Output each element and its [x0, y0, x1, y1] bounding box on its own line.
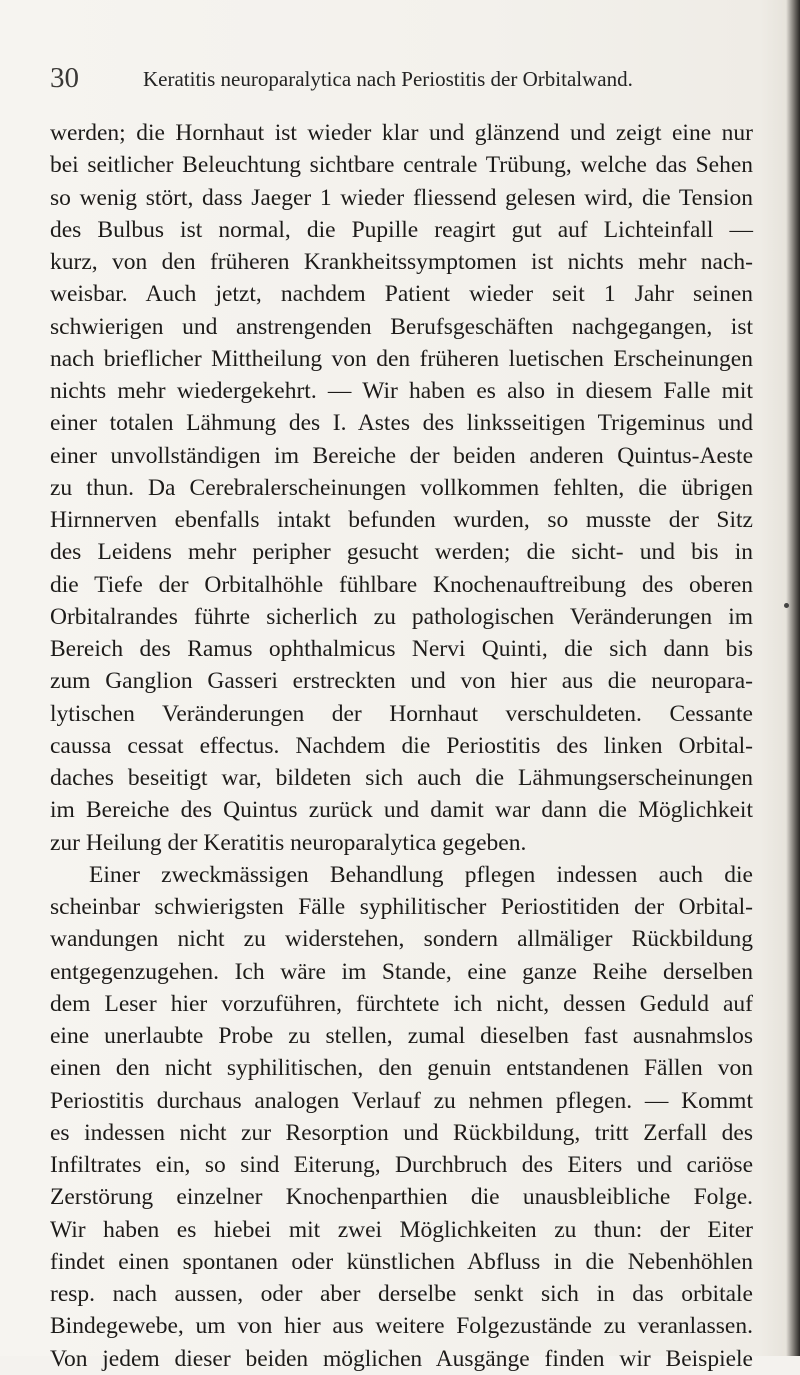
- page-number: 30: [50, 62, 79, 94]
- text-line: zur Heilung der Keratitis neuroparalytica gegeben.: [50, 829, 527, 856]
- page-edge-shadow: [786, 0, 800, 1356]
- text-line: Von jedem dieser beiden möglichen Ausgänge finden wir Beispiele: [50, 1345, 753, 1372]
- text-line: zum Ganglion Gasseri erstreckten und von hier aus die neuropara-: [50, 668, 753, 695]
- text-line: Bereich des Ramus ophthalmicus Nervi Quinti, die sich dann bis: [50, 636, 753, 662]
- text-line: Infiltrates ein, so sind Eiterung, Durchbruch des Eiters und cariöse: [50, 1152, 753, 1178]
- text-line: die Tiefe der Orbitalhöhle fühlbare Knochenauftreibung des oberen: [50, 571, 753, 598]
- text-line: einen den nicht syphilitischen, den genuin entstandenen Fällen von: [50, 1055, 753, 1082]
- text-line: scheinbar schwierigsten Fälle syphilitischer Periostitiden der Orbital-: [50, 894, 753, 920]
- text-line: bei seitlicher Beleuchtung sichtbare centrale Trübung, welche das Sehen: [50, 152, 753, 179]
- text-line: nichts mehr wiedergekehrt. — Wir haben es also in diesem Falle mit: [50, 378, 753, 404]
- text-line: Hirnnerven ebenfalls intakt befunden wurden, so musste der Sitz: [50, 507, 753, 533]
- text-line: Orbitalrandes führte sicherlich zu pathologischen Veränderungen im: [50, 603, 753, 630]
- text-line: werden; die Hornhaut ist wieder klar und glänzend und zeigt eine nur: [50, 120, 753, 146]
- text-line: im Bereiche des Quintus zurück und damit war dann die Möglichkeit: [50, 797, 753, 824]
- text-line: kurz, von den früheren Krankheitssymptomen ist nichts mehr nach-: [50, 249, 753, 275]
- text-line: eine unerlaubte Probe zu stellen, zumal dieselben fast ausnahmslos: [50, 1023, 753, 1049]
- text-line: so wenig stört, dass Jaeger 1 wieder fliessend gelesen wird, die Tension: [50, 184, 753, 211]
- text-line: des Bulbus ist normal, die Pupille reagirt gut auf Lichteinfall —: [50, 216, 753, 243]
- text-line: nach brieflicher Mittheilung von den früheren luetischen Erscheinungen: [50, 345, 753, 372]
- text-line: Zerstörung einzelner Knochenparthien die unausbleibliche Folge.: [50, 1184, 753, 1211]
- text-line: zu thun. Da Cerebralerscheinungen vollkommen fehlten, die übrigen: [50, 474, 753, 501]
- text-line: findet einen spontanen oder künstlichen Abfluss in die Nebenhöhlen: [50, 1248, 753, 1275]
- text-line: daches beseitigt war, bildeten sich auch die Lähmungserscheinungen: [50, 765, 753, 791]
- text-line: lytischen Veränderungen der Hornhaut verschuldeten. Cessante: [50, 700, 753, 727]
- text-line: Wir haben es hiebei mit zwei Möglichkeiten zu thun: der Eiter: [50, 1216, 753, 1243]
- text-line: entgegenzugehen. Ich wäre im Stande, eine ganze Reihe derselben: [50, 958, 753, 985]
- text-line: Periostitis durchaus analogen Verlauf zu nehmen pflegen. — Kommt: [50, 1087, 753, 1114]
- text-line: wandungen nicht zu widerstehen, sondern allmäliger Rückbildung: [50, 926, 753, 953]
- text-line: einer totalen Lähmung des I. Astes des linksseitigen Trigeminus und: [50, 410, 753, 437]
- text-line: es indessen nicht zur Resorption und Rückbildung, tritt Zerfall des: [50, 1119, 753, 1146]
- body-text: [50, 117, 753, 1375]
- text-line: einer unvollständigen im Bereiche der beiden anderen Quintus-Aeste: [50, 442, 753, 469]
- page-header: [50, 60, 750, 96]
- text-line: Einer zweckmässigen Behandlung pflegen indessen auch die: [89, 861, 753, 888]
- text-line: Bindegewebe, um von hier aus weitere Folgezustände zu veranlassen.: [50, 1313, 753, 1340]
- text-line: des Leidens mehr peripher gesucht werden; die sicht- und bis in: [50, 539, 753, 566]
- text-line: weisbar. Auch jetzt, nachdem Patient wieder seit 1 Jahr seinen: [50, 281, 753, 308]
- text-line: resp. nach aussen, oder aber derselbe senkt sich in das orbitale: [50, 1281, 753, 1307]
- text-line: caussa cessat effectus. Nachdem die Periostitis des linken Orbital-: [50, 732, 753, 759]
- text-line: schwierigen und anstrengenden Berufsgeschäften nachgegangen, ist: [50, 313, 753, 340]
- running-title: Keratitis neuroparalytica nach Periostitis der Orbitalwand.: [143, 67, 633, 91]
- text-line: dem Leser hier vorzuführen, fürchtete ich nicht, dessen Geduld auf: [50, 990, 753, 1017]
